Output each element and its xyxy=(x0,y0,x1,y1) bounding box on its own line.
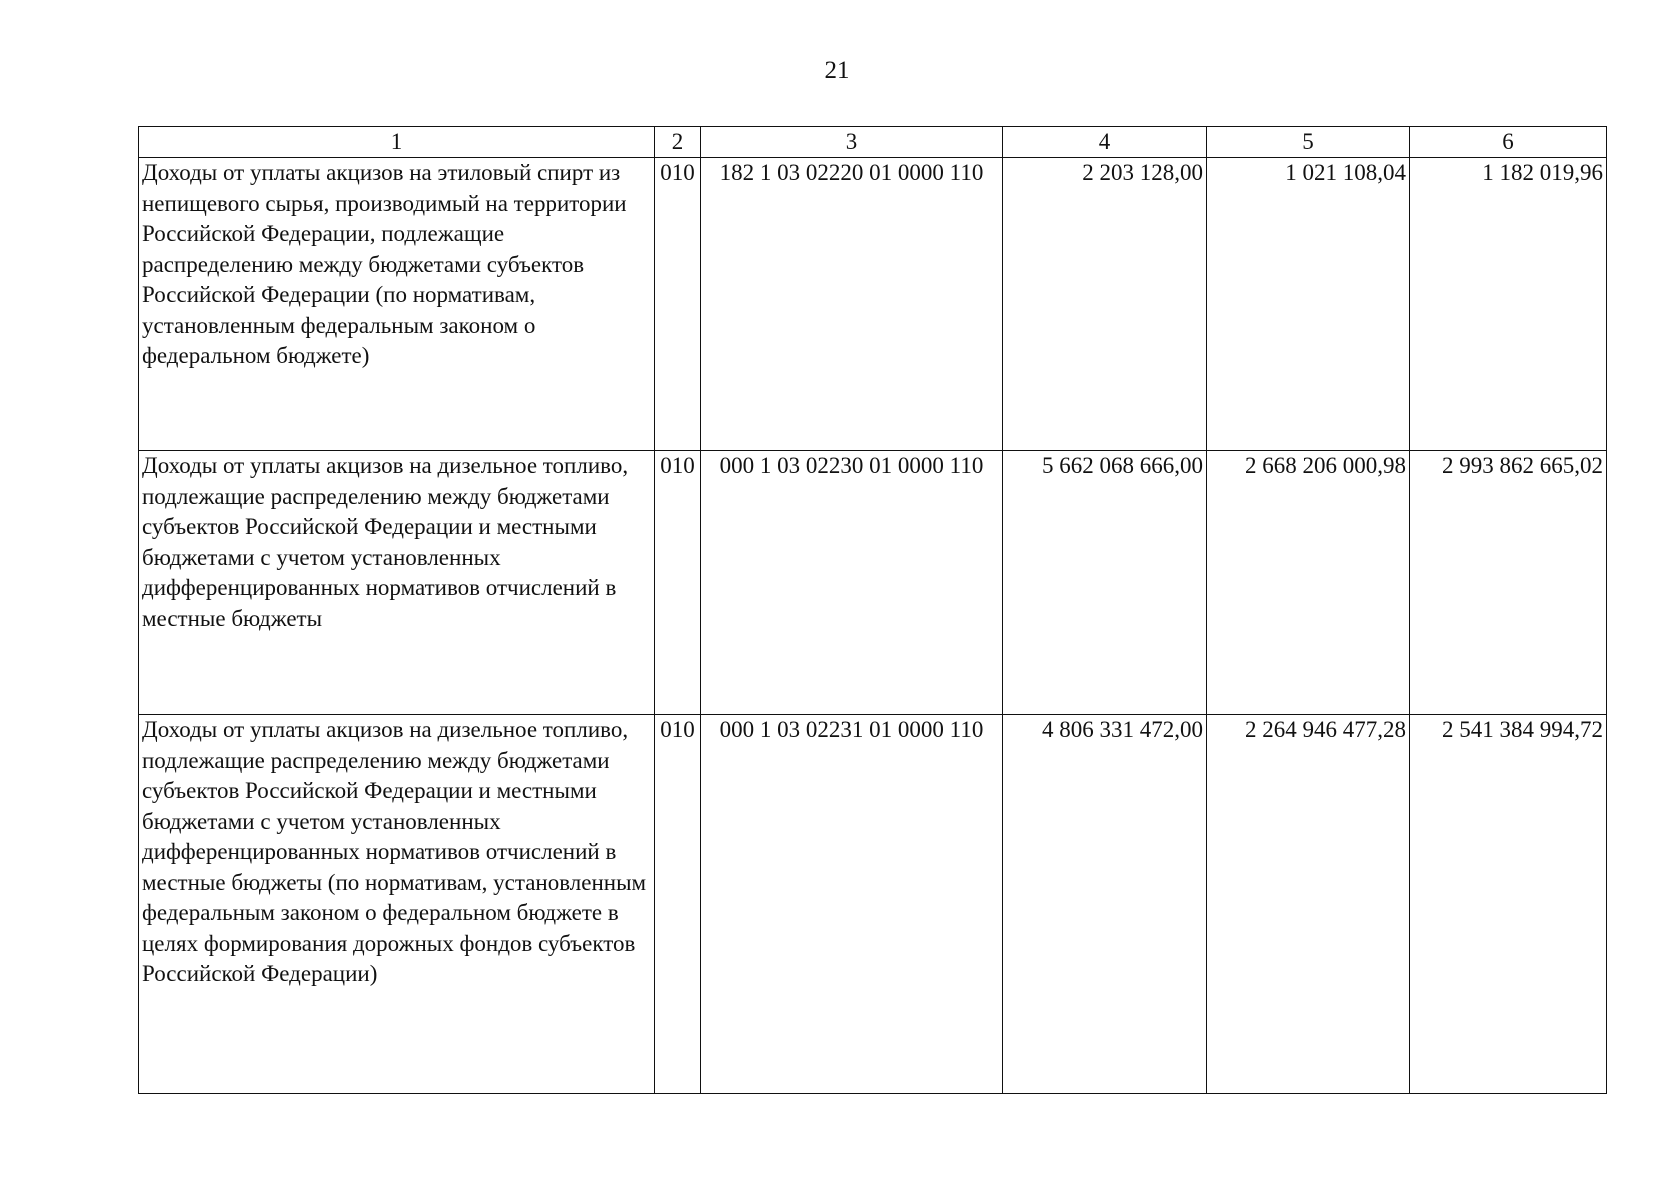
table-row xyxy=(139,451,1607,715)
table-header-row xyxy=(139,127,1607,158)
page-number: 21 xyxy=(824,57,850,84)
column-header: 4 xyxy=(1003,127,1207,158)
column-header: 1 xyxy=(139,127,655,158)
amount-col5: 2 668 206 000,98 xyxy=(1207,451,1410,715)
table-row xyxy=(139,715,1607,1094)
budget-classification-code: 000 1 03 02231 01 0000 110 xyxy=(701,715,1003,1094)
line-code: 010 xyxy=(655,158,701,451)
amount-col5: 1 021 108,04 xyxy=(1207,158,1410,451)
amount-col6: 2 541 384 994,72 xyxy=(1410,715,1607,1094)
revenue-table xyxy=(138,126,1607,1094)
column-header: 2 xyxy=(655,127,701,158)
amount-col4: 5 662 068 666,00 xyxy=(1003,451,1207,715)
budget-classification-code: 182 1 03 02220 01 0000 110 xyxy=(701,158,1003,451)
line-code: 010 xyxy=(655,451,701,715)
table-row xyxy=(139,158,1607,451)
column-header: 3 xyxy=(701,127,1003,158)
line-code: 010 xyxy=(655,715,701,1094)
income-description: Доходы от уплаты акцизов на дизельное топливо, подлежащие распределению между бюджетами субъектов Российской Федерации и местными бюджетами с учетом установленных дифференцированных нормативов отчислений в местные бюджеты (по нормативам, установленным федеральным законом о федеральном бюджете в целях формирования дорожных фондов субъектов Российской Федерации) xyxy=(139,715,655,1094)
income-description: Доходы от уплаты акцизов на этиловый спирт из непищевого сырья, производимый на территории Российской Федерации, подлежащие распределению между бюджетами субъектов Российской Федерации (по нормативам, установленным федеральным законом о федеральном бюджете) xyxy=(139,158,655,451)
column-header: 6 xyxy=(1410,127,1607,158)
column-header: 5 xyxy=(1207,127,1410,158)
amount-col4: 2 203 128,00 xyxy=(1003,158,1207,451)
income-description: Доходы от уплаты акцизов на дизельное топливо, подлежащие распределению между бюджетами субъектов Российской Федерации и местными бюджетами с учетом установленных дифференцированных нормативов отчислений в местные бюджеты xyxy=(139,451,655,715)
budget-classification-code: 000 1 03 02230 01 0000 110 xyxy=(701,451,1003,715)
amount-col5: 2 264 946 477,28 xyxy=(1207,715,1410,1094)
amount-col4: 4 806 331 472,00 xyxy=(1003,715,1207,1094)
amount-col6: 2 993 862 665,02 xyxy=(1410,451,1607,715)
amount-col6: 1 182 019,96 xyxy=(1410,158,1607,451)
